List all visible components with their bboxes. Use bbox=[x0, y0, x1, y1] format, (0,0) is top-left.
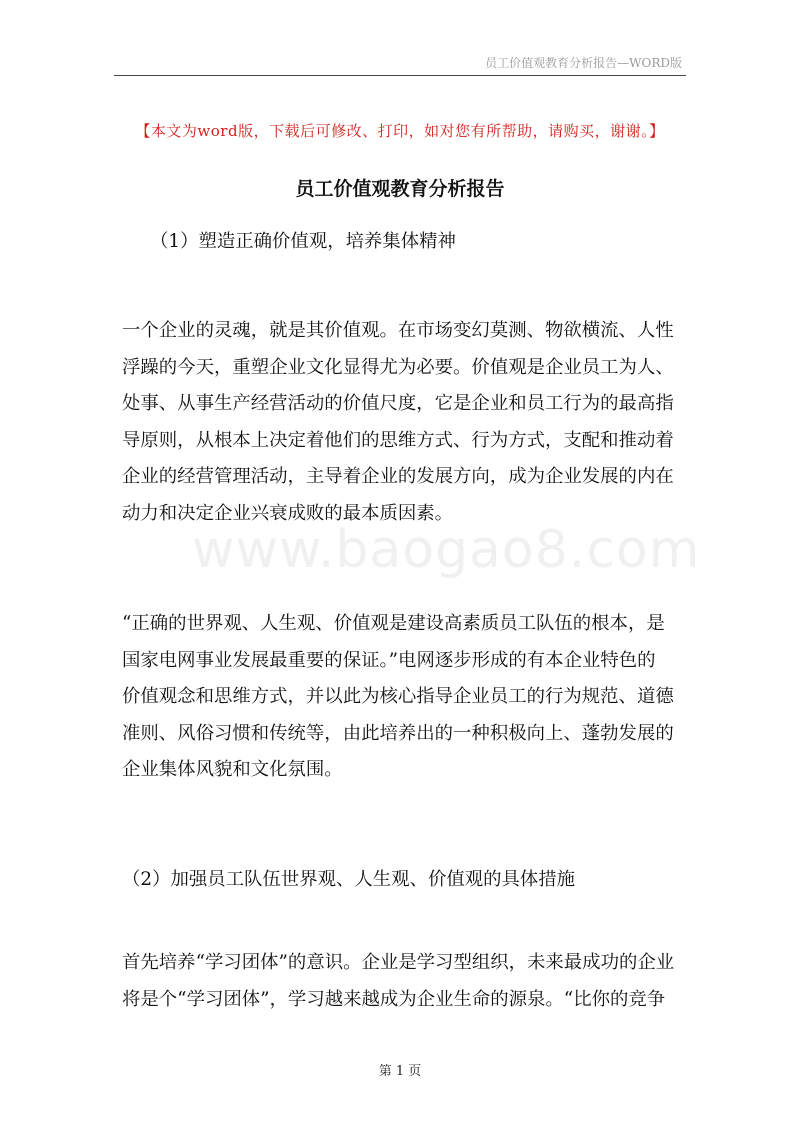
running-header: 员工价值观教育分析报告—WORD版 bbox=[485, 56, 682, 70]
paragraph-line: 处事、从事生产经营活动的价值尺度，它是企业和员工行为的最高指 bbox=[122, 393, 674, 415]
paragraph-line: 导原则，从根本上决定着他们的思维方式、行为方式，支配和推动着 bbox=[122, 429, 674, 451]
purchase-notice: 【本文为word版，下载后可修改、打印，如对您有所帮助，请购买，谢谢。】 bbox=[135, 122, 665, 140]
paragraph-3 bbox=[122, 945, 682, 1018]
watermark: www.baogao8.com bbox=[192, 520, 701, 580]
paragraph-line: 企业的经营管理活动，主导着企业的发展方向，成为企业发展的内在 bbox=[122, 466, 674, 488]
paragraph-line: 首先培养“学习团体”的意识。企业是学习型组织，未来最成功的企业 bbox=[122, 952, 675, 973]
page-number: 第 1 页 bbox=[378, 1064, 422, 1079]
paragraph-1 bbox=[122, 313, 682, 533]
paragraph-line: 国家电网事业发展最重要的保证。”电网逐步形成的有本企业特色的 bbox=[122, 649, 656, 671]
paragraph-line: 动力和决定企业兴衰成败的最本质因素。 bbox=[122, 502, 454, 524]
heading-line: （1）塑造正确价值观，培养集体精神 bbox=[150, 231, 456, 252]
paragraph-line: “正确的世界观、人生观、价值观是建设高素质员工队伍的根本，是 bbox=[122, 613, 665, 634]
header-rule bbox=[114, 75, 686, 76]
paragraph-line: 将是个“学习团体”，学习越来越成为企业生命的源泉。“比你的竞争 bbox=[122, 988, 666, 1010]
section-heading-1 bbox=[150, 224, 710, 261]
paragraph-line: 准则、风俗习惯和传统等，由此培养出的一种积极向上、蓬勃发展的 bbox=[122, 722, 674, 744]
paragraph-line: 浮躁的今天，重塑企业文化显得尤为必要。价值观是企业员工为人、 bbox=[122, 356, 674, 378]
heading-line: （2）加强员工队伍世界观、人生观、价值观的具体措施 bbox=[122, 869, 576, 890]
section-heading-2 bbox=[122, 862, 682, 899]
paragraph-line: 一个企业的灵魂，就是其价值观。在市场变幻莫测、物欲横流、人性 bbox=[122, 320, 674, 341]
document-title: 员工价值观教育分析报告 bbox=[295, 178, 505, 200]
paragraph-2 bbox=[122, 606, 682, 789]
paragraph-line: 价值观念和思维方式，并以此为核心指导企业员工的行为规范、道德 bbox=[122, 686, 674, 708]
paragraph-line: 企业集体风貌和文化氛围。 bbox=[122, 759, 343, 781]
